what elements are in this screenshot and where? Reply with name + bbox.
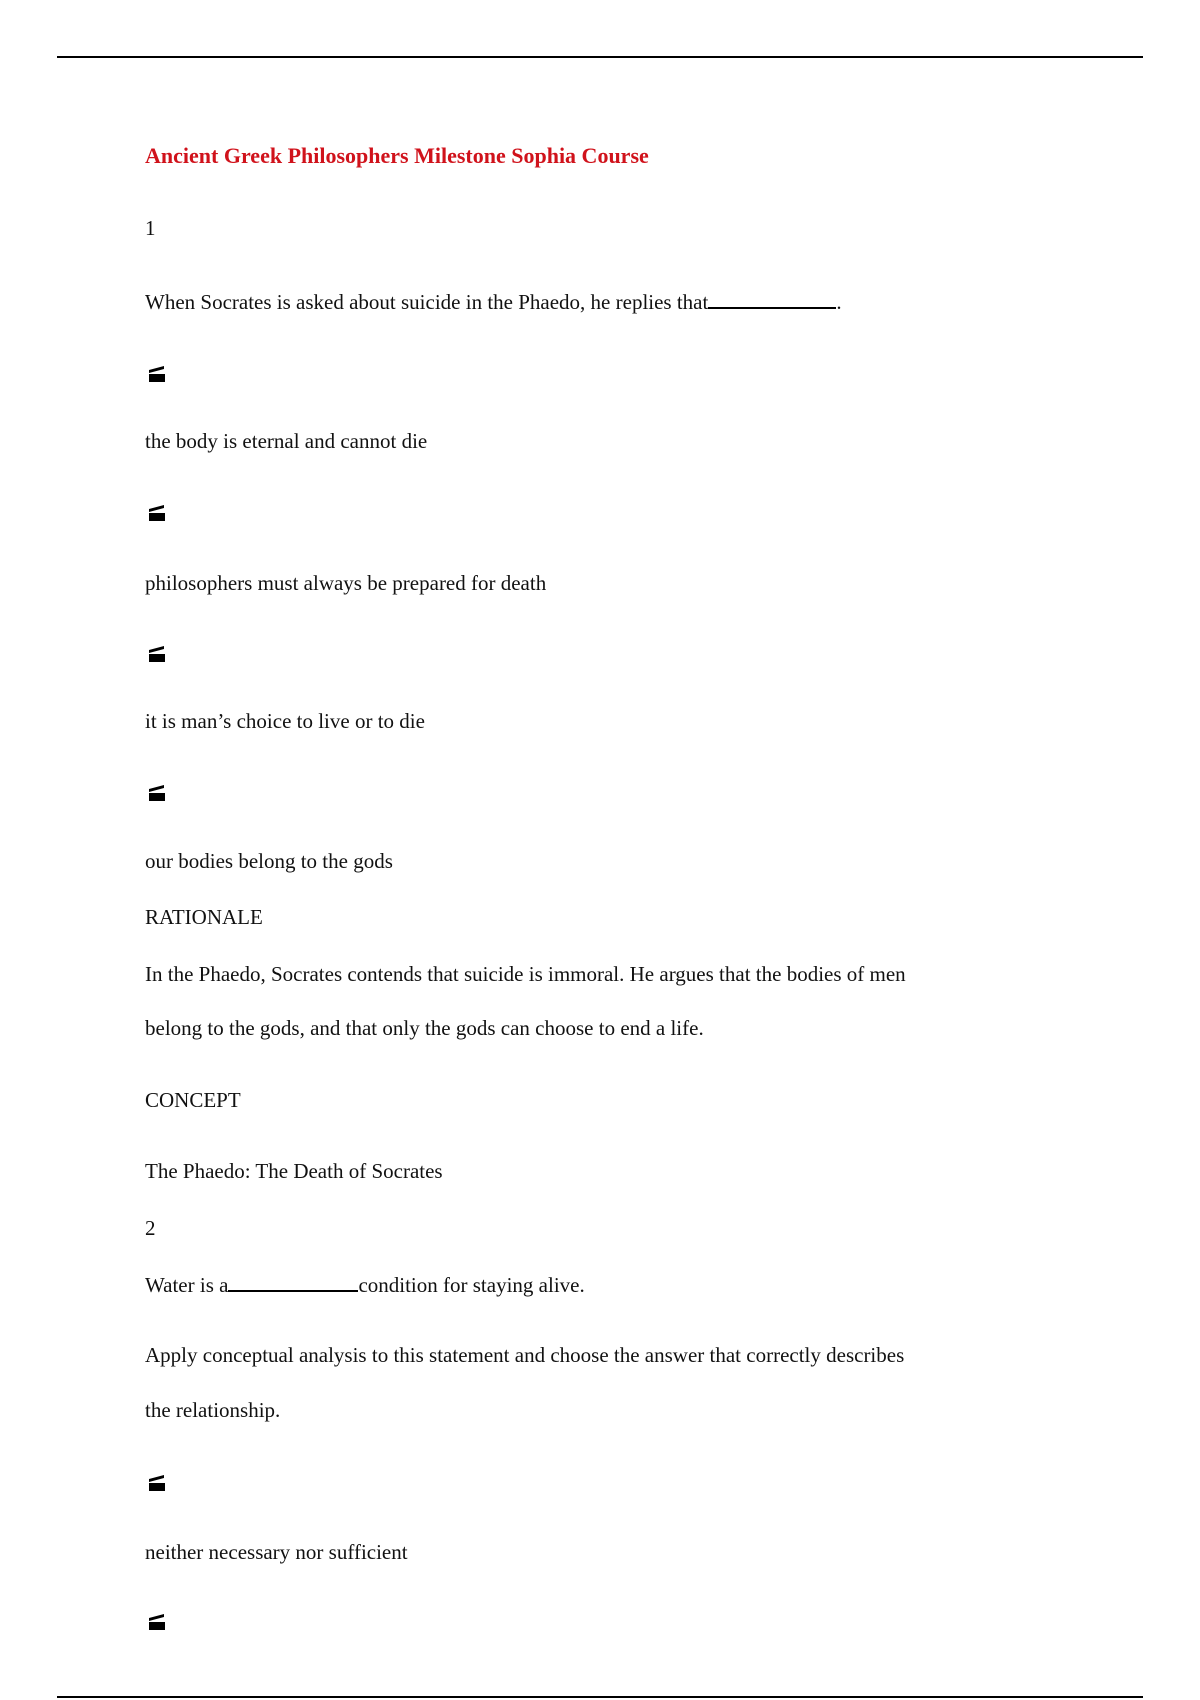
q1-option-4: our bodies belong to the gods [145, 849, 393, 873]
radio-option-icon[interactable] [148, 1613, 166, 1631]
radio-option-icon[interactable] [148, 1474, 166, 1492]
question-1-prompt [145, 287, 842, 317]
header-rule [57, 56, 1143, 58]
q1-option-3: it is man’s choice to live or to die [145, 709, 425, 733]
question-2-prompt [145, 1270, 585, 1300]
document-title: Ancient Greek Philosophers Milestone Sophia Course [145, 143, 649, 168]
instruction-line-1: Apply conceptual analysis to this statement and choose the answer that correctly describes [145, 1343, 905, 1367]
radio-option-icon[interactable] [148, 365, 166, 383]
radio-option-icon[interactable] [148, 504, 166, 522]
question-number-1: 1 [145, 216, 156, 240]
instruction-line-2: the relationship. [145, 1398, 281, 1422]
question-1-prompt-end: . [836, 290, 842, 314]
rationale-line-2: belong to the gods, and that only the gods can choose to end a life. [145, 1016, 704, 1040]
q1-option-1: the body is eternal and cannot die [145, 429, 428, 453]
answer-blank [708, 287, 836, 309]
rationale-heading: RATIONALE [145, 905, 263, 929]
footer-rule [57, 1696, 1143, 1698]
concept-text: The Phaedo: The Death of Socrates [145, 1159, 443, 1183]
q1-option-2: philosophers must always be prepared for death [145, 571, 547, 595]
rationale-line-1: In the Phaedo, Socrates contends that suicide is immoral. He argues that the bodies of men [145, 962, 906, 986]
question-2-prompt-end: condition for staying alive. [358, 1273, 585, 1297]
question-1-prompt-start: When Socrates is asked about suicide in the Phaedo, he replies that [145, 290, 709, 314]
radio-option-icon[interactable] [148, 645, 166, 663]
concept-heading: CONCEPT [145, 1088, 241, 1112]
radio-option-icon[interactable] [148, 784, 166, 802]
question-2-prompt-start: Water is a [145, 1273, 229, 1297]
q2-option-1: neither necessary nor sufficient [145, 1540, 408, 1564]
answer-blank [228, 1270, 358, 1292]
question-number-2: 2 [145, 1216, 156, 1240]
